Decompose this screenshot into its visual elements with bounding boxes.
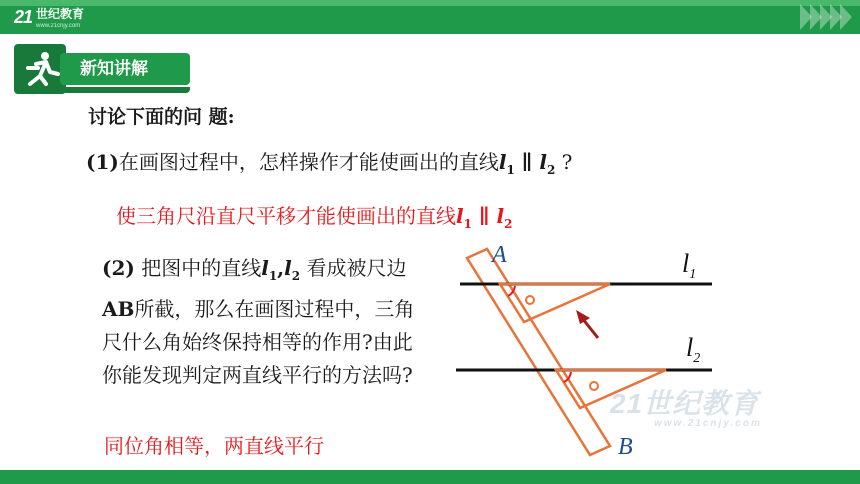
logo-mark: 21 [14,6,33,27]
hole-upper [526,296,534,304]
label-l2: $l_2$ [686,333,701,366]
ruler [467,249,610,455]
set-square-upper [500,284,610,322]
question-2: (2) 把图中的直线$l_1,l_2$ 看成被尺边AB所截，那么在画图过程中，三角尺什么角始终保持相等的作用?由此你能发现判定两直线平行的方法吗? [102,256,415,387]
discussion-prompt: 讨论下面的问 题: [88,106,235,128]
logo-url: www.21cnjy.com [36,23,81,29]
question-1: (1)在画图过程中，怎样操作才能使画出的直线$l_1$ ∥ $l_2$ ? [86,150,573,177]
watermark: 21世纪教育 www.21cnjy.com [610,388,762,429]
answer-1: 使三角尺沿直尺平移才能使画出的直线$l_1$ ∥ $l_2$ [116,204,513,231]
move-arrow-head [576,310,590,324]
label-B: B [618,434,633,460]
label-l1: $l_1$ [682,249,697,282]
footer-bar [0,470,860,484]
answer-2: 同位角相等，两直线平行 [104,434,324,458]
label-A: A [492,242,507,268]
hole-lower [590,382,598,390]
section-label: 新知讲解 [60,53,190,85]
logo-name: 世纪教育 [36,7,85,21]
